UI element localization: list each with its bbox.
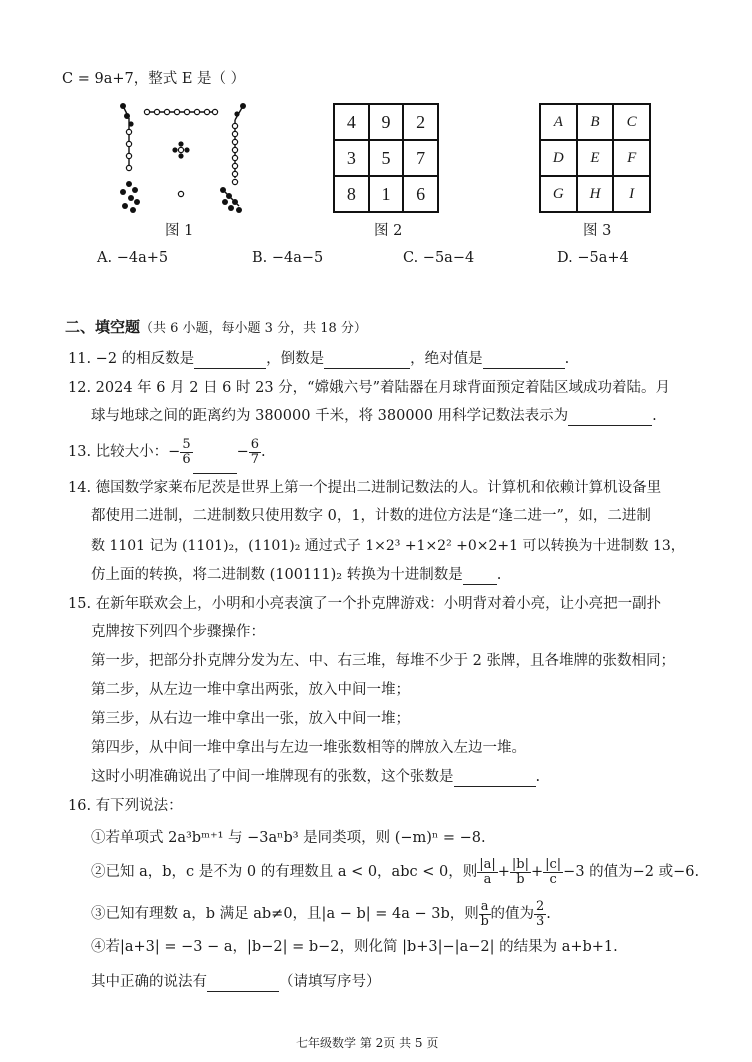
q10-tail: C = 9a+7，整式 E 是（ ） [62, 71, 246, 87]
q13-num-1: 5 [182, 436, 191, 452]
q12-line-2 [91, 406, 657, 426]
q11-text-a: 11. −2 的相反数是 [68, 351, 195, 367]
q16-final-line [91, 972, 381, 992]
q16-end-text: 其中正确的说法有 [91, 974, 207, 990]
q16-statement-4: ④若|a+3| = −3 − a，|b−2| = b−2，则化简 |b+3|−|a−2| 的结果为 a+b+1. [91, 939, 618, 955]
q14-text: 仿上面的转换，将二进制数 (100111)₂ 转换为十进制数是 [91, 567, 463, 583]
q14-line-1: 14. 德国数学家莱布尼茨是世界上第一个提出二进制记数法的人。计算机和依赖计算机设备里 [68, 480, 662, 496]
q12-text: 球与地球之间的距离约为 380000 千米，将 380000 用科学记数法表示为 [91, 408, 569, 424]
q13-answer-blank[interactable] [193, 449, 237, 474]
page-footer: 七年级数学 第 2页 共 5 页 [296, 1036, 439, 1050]
q15-step-3: 第三步，从右边一堆中拿出一张，放入中间一堆； [91, 711, 410, 727]
q16-s2-tail: −3 的值为−2 或−6. [563, 864, 700, 880]
q16-answer-blank[interactable] [207, 975, 279, 992]
grid2-cell: 5 [369, 140, 404, 176]
q13-end: . [261, 444, 266, 460]
q15-end: . [535, 769, 541, 785]
q16-end-note: （请填写序号） [279, 974, 381, 990]
frac-den: b [480, 913, 489, 929]
q13-den-2: 7 [250, 451, 260, 467]
grid2-cell: 3 [334, 140, 369, 176]
q13-den-1: 6 [182, 451, 191, 467]
q15-step-1: 第一步，把部分扑克牌分发为左、中、右三堆，每堆不少于 2 张牌，且各堆牌的张数相同； [91, 653, 675, 669]
q16-s3-end: . [546, 906, 551, 922]
grid2-cell: 2 [403, 104, 438, 140]
fraction-a-b [479, 900, 491, 929]
frac-num: |c| [545, 856, 562, 872]
frac-num: 2 [536, 898, 545, 914]
q14-end: . [496, 567, 502, 583]
grid2-cell: 4 [334, 104, 369, 140]
q14-line-3: 数 1101 记为 (1101)₂，(1101)₂ 通过式子 1×2³ +1×2² +0×2+1 可以转换为十进制数 13， [91, 538, 685, 554]
plus-sign: + [497, 864, 510, 880]
frac-den: a [483, 871, 492, 887]
frac-den: c [549, 871, 557, 887]
q14-line-4 [91, 565, 501, 585]
section-title: 二、填空题 [65, 318, 141, 336]
figure-2-caption: 图 2 [374, 223, 403, 239]
section-2-header [65, 317, 367, 339]
q16-s3-text: ③已知有理数 a，b 满足 ab≠0，且|a − b| = 4a − 3b，则 [91, 906, 479, 922]
figure-1-caption: 图 1 [165, 223, 194, 239]
q14-line-2: 都使用二进制，二进制数只使用数字 0，1，计数的进位方法是“逢二进一”，如，二进制 [91, 508, 651, 524]
q15-text: 这时小明准确说出了中间一堆牌现有的张数，这个张数是 [91, 769, 454, 785]
grid3-cell: A [540, 104, 577, 140]
grid3-cell: G [540, 176, 577, 212]
q11-answer-absolute[interactable] [483, 352, 565, 369]
grid3-cell: B [577, 104, 614, 140]
q11-answer-opposite[interactable] [194, 352, 266, 369]
q16-s2-text: ②已知 a，b，c 是不为 0 的有理数且 a < 0，abc < 0，则 [91, 864, 478, 880]
figure-1-diagram [115, 98, 250, 218]
grid2-cell: 6 [403, 176, 438, 212]
option-b[interactable]: B. −4a−5 [252, 250, 324, 266]
frac-num: a [480, 898, 489, 914]
frac-den: 3 [536, 913, 545, 929]
grid2-cell: 1 [369, 176, 404, 212]
q11-text-c: ，绝对值是 [410, 351, 483, 367]
grid3-cell: H [577, 176, 614, 212]
grid2-cell: 7 [403, 140, 438, 176]
q16-title: 16. 有下列说法： [68, 798, 183, 814]
frac-den: b [516, 871, 525, 887]
grid3-cell: E [577, 140, 614, 176]
figure-2-grid [333, 103, 439, 213]
grid3-cell: C [613, 104, 650, 140]
question-13 [68, 430, 266, 474]
frac-num: |a| [479, 856, 496, 872]
q11-answer-reciprocal[interactable] [324, 352, 410, 369]
figure-3-caption: 图 3 [583, 223, 612, 239]
q15-step-4: 第四步，从中间一堆中拿出与左边一堆张数相等的牌放入左边一堆。 [91, 740, 526, 756]
q16-statement-1: ①若单项式 2a³bᵐ⁺¹ 与 −3aⁿb³ 是同类项，则 (−m)ⁿ = −8. [91, 830, 486, 846]
option-c[interactable]: C. −5a−4 [403, 250, 475, 266]
q15-line-2: 克牌按下列四个步骤操作： [91, 624, 265, 640]
q14-answer-blank[interactable] [463, 568, 497, 585]
q11-text-d: . [564, 351, 570, 367]
section-note: （共 6 小题，每小题 3 分，共 18 分） [140, 321, 367, 336]
frac-num: |b| [511, 856, 529, 872]
q15-answer-blank[interactable] [454, 770, 536, 787]
q13-minus: − [236, 444, 249, 460]
grid3-cell: F [613, 140, 650, 176]
grid3-cell: D [540, 140, 577, 176]
fraction-5-6 [180, 438, 192, 467]
option-a[interactable]: A. −4a+5 [97, 250, 169, 266]
q15-step-2: 第二步，从左边一堆中拿出两张，放入中间一堆； [91, 682, 410, 698]
q16-s3-mid: 的值为 [490, 906, 534, 922]
q12-line-1: 12. 2024 年 6 月 2 日 6 时 23 分，“嫦娥六号”着陆器在月球背面预定着陆区域成功着陆。月 [68, 380, 671, 396]
option-d[interactable]: D. −5a+4 [557, 250, 629, 266]
fraction-6-7 [249, 438, 261, 467]
q13-num-2: 6 [250, 436, 260, 452]
q12-answer-blank[interactable] [568, 409, 652, 426]
fraction-abs-c [543, 858, 563, 887]
grid3-cell: I [613, 176, 650, 212]
figure-3-grid [539, 103, 651, 213]
q11-text-b: ，倒数是 [266, 351, 325, 367]
q16-statement-2 [91, 850, 699, 894]
q16-statement-3 [91, 894, 551, 934]
q13-label: 13. 比较大小：− [68, 444, 181, 460]
grid2-cell: 8 [334, 176, 369, 212]
fraction-abs-a [477, 858, 498, 887]
q15-line-7 [91, 767, 540, 787]
fraction-2-3 [534, 900, 546, 929]
plus-sign: + [530, 864, 544, 880]
fraction-abs-b [510, 858, 531, 887]
grid2-cell: 9 [369, 104, 404, 140]
q12-end: . [652, 408, 657, 424]
q15-line-1: 15. 在新年联欢会上，小明和小亮表演了一个扑克牌游戏：小明背对着小亮，让小亮把一副扑 [68, 596, 662, 612]
question-11 [68, 349, 569, 369]
